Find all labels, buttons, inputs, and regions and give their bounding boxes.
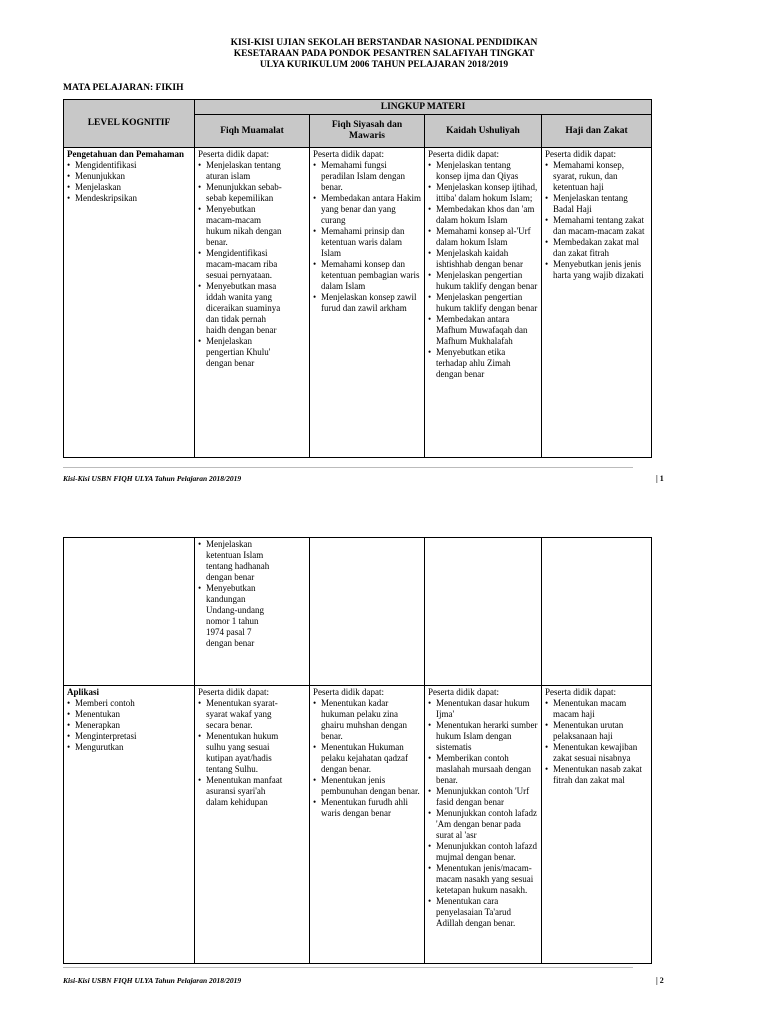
title-line-3: ULYA KURIKULUM 2006 TAHUN PELAJARAN 2018/2019 xyxy=(259,60,509,70)
table-row xyxy=(64,538,652,686)
header-haji-zakat: Haji dan Zakat xyxy=(542,115,652,148)
cell-list xyxy=(428,160,538,380)
list-item: • Menentukan syarat-syarat wakaf yang secara benar. xyxy=(198,698,284,731)
page-2 xyxy=(0,492,768,1024)
cell-list xyxy=(428,698,538,929)
list-item: • Membedakan zakat mal dan zakat fitrah xyxy=(545,237,648,259)
header-fiqh-siyasah: Fiqh Siyasah dan Mawaris xyxy=(310,115,425,148)
list-item: • Menerapkan xyxy=(67,720,191,731)
list-item: • Menjelaskan ketentuan Islam tentang hadhanah dengan benar xyxy=(198,539,276,583)
cell-list xyxy=(545,160,648,281)
list-item: • Menentukan kadar hukuman pelaku zina ghairu muhshan dengan benar. xyxy=(313,698,421,742)
cell-list xyxy=(545,698,648,786)
list-item: • Menjelaskan tentang Badal Haji xyxy=(545,193,648,215)
list-item: • Menentukan xyxy=(67,709,191,720)
list-item: • Menentukan furudh ahli waris dengan benar xyxy=(313,797,421,819)
cell-fiqh-siyasah xyxy=(310,686,425,964)
list-item: • Membedakan antara Hakim yang benar dan yang curang xyxy=(313,193,421,226)
list-item: • Menjelaskan tentang konsep ijma dan Qiyas xyxy=(428,160,538,182)
title-line-2: KESETARAAN PADA PONDOK PESANTREN SALAFIYAH TINGKAT xyxy=(233,49,535,59)
kisi-kisi-table-continued xyxy=(63,537,652,964)
list-item: • Menjelaskan pengertian Khulu' dengan benar xyxy=(198,336,284,369)
cell-intro: Peserta didik dapat: xyxy=(545,687,616,697)
cell-fiqh-muamalat xyxy=(195,686,310,964)
list-item: • Menjelaskan konsep ijtihad, ittiba' dalam hokum Islam; xyxy=(428,182,538,204)
list-item: • Mengurutkan xyxy=(67,742,191,753)
cell-kaidah-ushuliyah xyxy=(425,686,542,964)
cell-intro: Peserta didik dapat: xyxy=(198,149,269,159)
page-number: | 1 xyxy=(656,474,664,483)
list-item: • Menyebutkan masa iddah wanita yang diceraikan suaminya dan tidak pernah haidh dengan benar xyxy=(198,281,284,336)
list-item: • Memahami tentang zakat dan macam-macam zakat xyxy=(545,215,648,237)
cell-list xyxy=(313,698,421,819)
subject-label: MATA PELAJARAN: FIKIH xyxy=(63,83,184,93)
title-line-1: KISI-KISI UJIAN SEKOLAH BERSTANDAR NASIONAL PENDIDIKAN xyxy=(230,38,538,48)
cell-haji-zakat xyxy=(542,148,652,458)
list-item: • Menentukan jenis/macam-macam nasakh yang sesuai ketetapan hukum nasakh. xyxy=(428,863,538,896)
level-cell xyxy=(64,686,195,964)
page-number: | 2 xyxy=(656,976,664,985)
list-item: • Menjelaskan konsep zawil furud dan zawil arkham xyxy=(313,292,421,314)
cell-list xyxy=(198,698,306,808)
list-item: • Menentukan dasar hukum Ijma' xyxy=(428,698,538,720)
list-item: • Menginterpretasi xyxy=(67,731,191,742)
level-list xyxy=(67,698,191,753)
list-item: • Menunjukkan contoh lafazd mujmal dengan benar. xyxy=(428,841,538,863)
header-level-kognitif: LEVEL KOGNITIF xyxy=(64,100,195,148)
list-item: • Memahami konsep, syarat, rukun, dan ketentuan haji xyxy=(545,160,648,193)
table-row xyxy=(64,686,652,964)
list-item: • Menentukan jenis pembunuhan dengan benar. xyxy=(313,775,421,797)
list-item: • Menyebutkan jenis jenis harta yang wajib dizakati xyxy=(545,259,648,281)
list-item: • Mengidentifikasi xyxy=(67,160,191,171)
cell-haji-zakat xyxy=(542,538,652,686)
list-item: • Menyebutkan kandungan Undang-undang nomor 1 tahun 1974 pasal 7 dengan benar xyxy=(198,583,276,649)
cell-list xyxy=(313,160,421,314)
list-item: • Menentukan Hukuman pelaku kejahatan qadzaf dengan benar. xyxy=(313,742,421,775)
level-title: Aplikasi xyxy=(67,687,100,697)
cell-fiqh-muamalat xyxy=(195,538,310,686)
list-item: • Membedakan khos dan 'am dalam hokum Islam xyxy=(428,204,538,226)
cell-haji-zakat xyxy=(542,686,652,964)
list-item: • Menentukan manfaat asuransi syari'ah dalam kehidupan xyxy=(198,775,284,808)
header-lingkup-materi: LINGKUP MATERI xyxy=(195,100,652,115)
cell-kaidah-ushuliyah xyxy=(425,538,542,686)
list-item: • Memahami konsep al-'Urf dalam hokum Islam xyxy=(428,226,538,248)
cell-fiqh-muamalat xyxy=(195,148,310,458)
kisi-kisi-table xyxy=(63,99,652,458)
list-item: • Menjelaskan pengertian hukum taklify dengan benar xyxy=(428,292,538,314)
level-title: Pengetahuan dan Pemahaman xyxy=(67,149,185,159)
list-item: • Menentukan macam macam haji xyxy=(545,698,648,720)
cell-intro: Peserta didik dapat: xyxy=(428,687,499,697)
cell-intro: Peserta didik dapat: xyxy=(545,149,616,159)
list-item: • Menunjukkan xyxy=(67,171,191,182)
list-item: • Menentukan cara penyelasaian Ta'arud Adillah dengan benar. xyxy=(428,896,538,929)
list-item: • Menunjukkan sebab-sebab kepemilikan xyxy=(198,182,284,204)
header-kaidah-ushuliyah: Kaidah Ushuliyah xyxy=(425,115,542,148)
footer-divider xyxy=(63,967,633,968)
list-item: • Memberi contoh xyxy=(67,698,191,709)
level-list xyxy=(67,160,191,204)
list-item: • Menentukan kewajiban zakat sesuai nisabnya xyxy=(545,742,648,764)
list-item: • Menentukan herarki sumber hukum Islam dengan sistematis xyxy=(428,720,538,753)
list-item: • Mengidentifikasi macam-macam riba sesuai pernyataan. xyxy=(198,248,284,281)
cell-fiqh-siyasah xyxy=(310,148,425,458)
cell-intro: Peserta didik dapat: xyxy=(313,149,384,159)
footer-text: Kisi-Kisi USBN FIQH ULYA Tahun Pelajaran 2018/2019 xyxy=(63,976,242,985)
list-item: • Membedakan antara Mafhum Muwafaqah dan Mafhum Mukhalafah xyxy=(428,314,538,347)
list-item: • Menyebutkan macam-macam hukum nikah dengan benar. xyxy=(198,204,284,248)
list-item: • Menjelaskah kaidah ishtishhab dengan benar xyxy=(428,248,538,270)
page-1 xyxy=(0,0,768,492)
list-item: • Memberikan contoh maslahah mursaah dengan benar. xyxy=(428,753,538,786)
cell-intro: Peserta didik dapat: xyxy=(428,149,499,159)
list-item: • Memahami fungsi peradilan Islam dengan benar. xyxy=(313,160,421,193)
cell-fiqh-siyasah xyxy=(310,538,425,686)
footer-divider xyxy=(63,467,633,468)
document-title xyxy=(0,38,768,71)
list-item: • Menentukan nasab zakat fitrah dan zakat mal xyxy=(545,764,648,786)
cell-list xyxy=(198,539,306,649)
list-item: • Menyebutkan etika terhadap ahlu Zimah dengan benar xyxy=(428,347,538,380)
cell-list xyxy=(198,160,306,369)
list-item: • Menunjukkan contoh 'Urf fasid dengan benar xyxy=(428,786,538,808)
list-item: • Memahami prinsip dan ketentuan waris dalam Islam xyxy=(313,226,421,259)
list-item: • Mendeskripsikan xyxy=(67,193,191,204)
list-item: • Menentukan hukum sulhu yang sesuai kutipan ayat/hadis tentang Sulhu. xyxy=(198,731,284,775)
list-item: • Memahami konsep dan ketentuan pembagian waris dalam Islam xyxy=(313,259,421,292)
level-cell xyxy=(64,538,195,686)
list-item: • Menjelaskan tentang aturan islam xyxy=(198,160,284,182)
cell-intro: Peserta didik dapat: xyxy=(198,687,269,697)
cell-intro: Peserta didik dapat: xyxy=(313,687,384,697)
header-fiqh-muamalat: Fiqh Muamalat xyxy=(195,115,310,148)
cell-kaidah-ushuliyah xyxy=(425,148,542,458)
list-item: • Menjelaskan pengertian hukum taklify dengan benar xyxy=(428,270,538,292)
footer-text: Kisi-Kisi USBN FIQH ULYA Tahun Pelajaran 2018/2019 xyxy=(63,474,242,483)
table-row xyxy=(64,148,652,458)
list-item: • Menjelaskan xyxy=(67,182,191,193)
list-item: • Menunjukkan contoh lafadz 'Am dengan benar pada surat al 'asr xyxy=(428,808,538,841)
list-item: • Menentukan urutan pelaksanaan haji xyxy=(545,720,648,742)
level-cell xyxy=(64,148,195,458)
